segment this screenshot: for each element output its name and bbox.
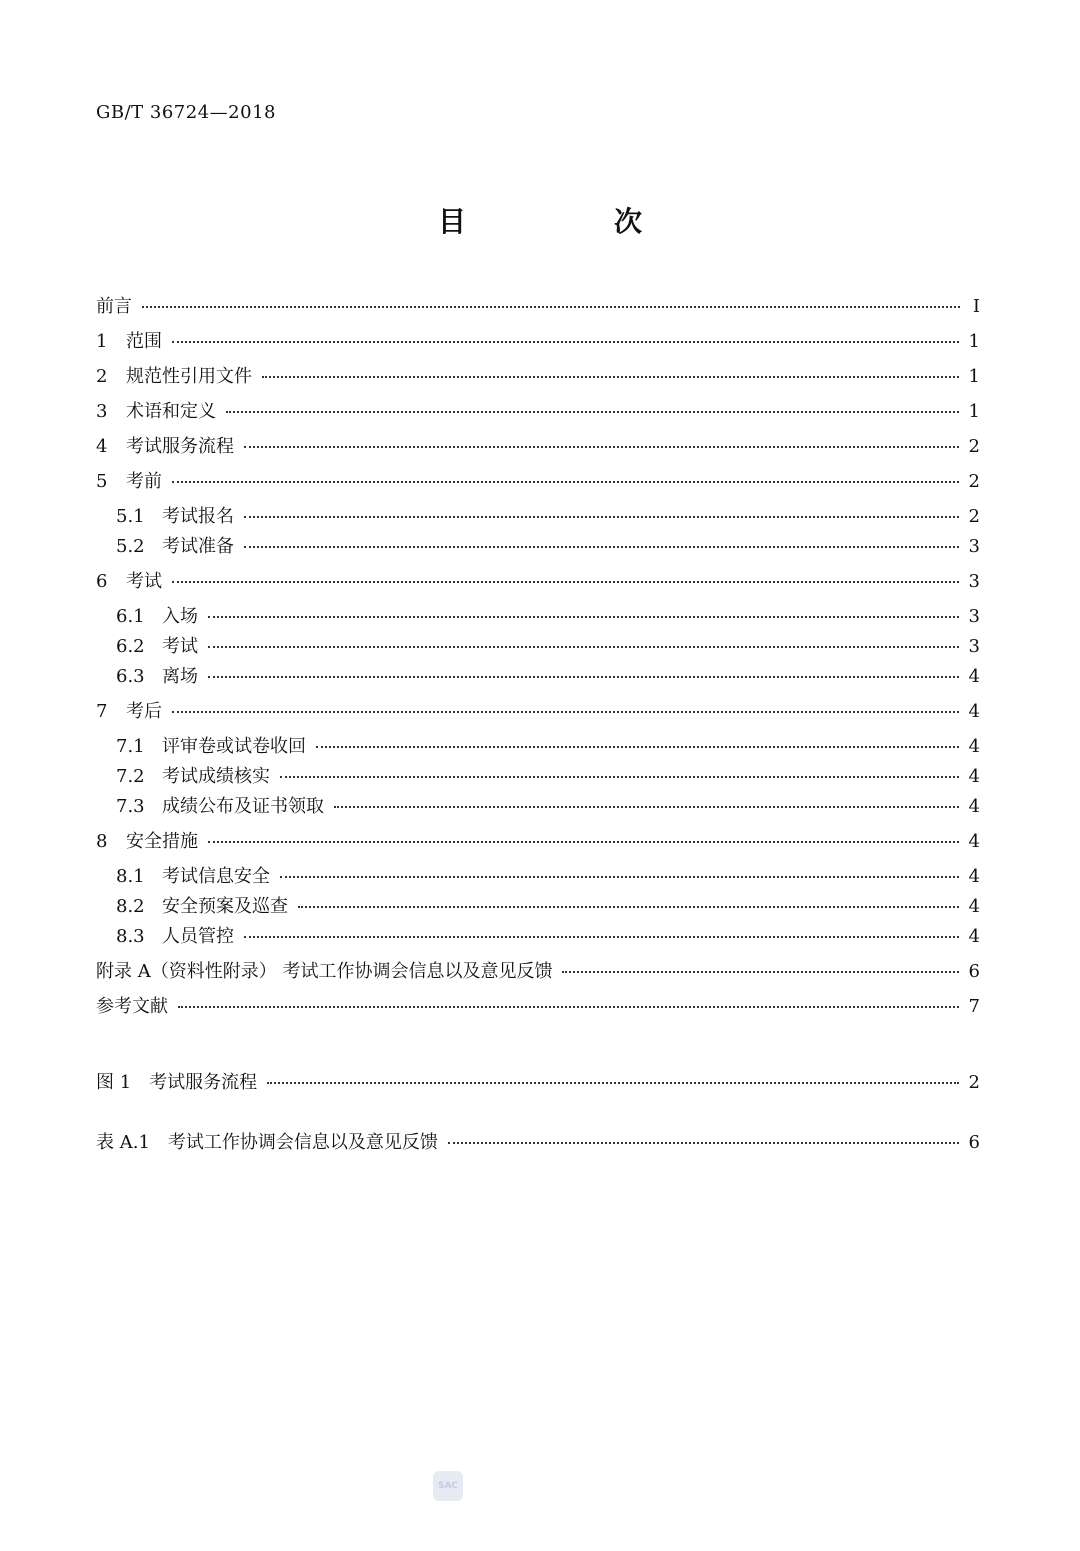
toc-row[interactable]: [96, 792, 980, 818]
toc-page-number: 4: [968, 926, 980, 947]
toc-number: 5: [96, 471, 108, 492]
toc-number: 7.2: [116, 766, 145, 787]
toc-row[interactable]: [96, 632, 980, 658]
toc-label: 术语和定义: [126, 401, 216, 422]
dot-leader: [334, 805, 959, 808]
dot-leader: [298, 905, 959, 908]
toc-page-number: 3: [968, 536, 980, 557]
toc-label: 考试服务流程: [126, 436, 234, 457]
toc-page-number: 4: [968, 666, 980, 687]
toc-label: 离场: [162, 666, 198, 687]
dot-leader: [448, 1141, 959, 1144]
toc-number: 2: [96, 366, 108, 387]
toc-label: 考试: [126, 571, 162, 592]
toc-number: 1: [96, 331, 108, 352]
dot-leader: [172, 340, 959, 343]
dot-leader: [226, 410, 959, 413]
toc-label: 参考文献: [96, 996, 168, 1017]
toc-row[interactable]: [96, 362, 980, 388]
toc-page-number: 7: [968, 996, 980, 1017]
toc-page-number: 4: [968, 766, 980, 787]
toc-page-number: Ⅰ: [972, 296, 980, 317]
toc-row[interactable]: [96, 397, 980, 423]
toc-label: 附录 A（资料性附录） 考试工作协调会信息以及意见反馈: [96, 961, 553, 982]
toc-row[interactable]: [96, 732, 980, 758]
toc-number: 7.3: [116, 796, 145, 817]
dot-leader: [244, 935, 959, 938]
toc-label: 考试: [162, 636, 198, 657]
dot-leader: [172, 480, 959, 483]
figure-row[interactable]: [96, 1068, 980, 1094]
toc-row[interactable]: [96, 992, 980, 1018]
toc-number: 8.1: [116, 866, 145, 887]
toc-label: 考试报名: [162, 506, 234, 527]
toc-number: 8: [96, 831, 108, 852]
dot-leader: [208, 645, 959, 648]
toc-row[interactable]: [96, 827, 980, 853]
toc-number: 6.2: [116, 636, 145, 657]
toc-page-number: 4: [968, 701, 980, 722]
toc-page-number: 4: [968, 831, 980, 852]
toc-number: 6.3: [116, 666, 145, 687]
toc-row[interactable]: [96, 432, 980, 458]
toc-row[interactable]: [96, 292, 980, 318]
toc-label: 前言: [96, 296, 132, 317]
dot-leader: [262, 375, 959, 378]
toc-number: 4: [96, 436, 108, 457]
dot-leader: [280, 875, 959, 878]
toc-label: 考试信息安全: [162, 866, 270, 887]
toc-row[interactable]: [96, 957, 980, 983]
toc-row[interactable]: [96, 327, 980, 353]
toc-number: 7: [96, 701, 108, 722]
toc-label: 人员管控: [162, 926, 234, 947]
figure-page-number: 2: [968, 1072, 980, 1093]
dot-leader: [244, 545, 959, 548]
toc-row[interactable]: [96, 697, 980, 723]
toc-number: 6.1: [116, 606, 145, 627]
dot-leader: [142, 305, 960, 308]
toc-number: 5.2: [116, 536, 145, 557]
toc-page-number: 4: [968, 796, 980, 817]
toc-label: 安全预案及巡查: [162, 896, 288, 917]
dot-leader: [267, 1081, 958, 1084]
dot-leader: [172, 710, 959, 713]
toc-page-number: 3: [968, 571, 980, 592]
dot-leader: [178, 1005, 959, 1008]
toc-page-number: 2: [968, 506, 980, 527]
toc-label: 规范性引用文件: [126, 366, 252, 387]
toc-page-number: 4: [968, 736, 980, 757]
dot-leader: [208, 840, 959, 843]
toc-page-number: 4: [968, 896, 980, 917]
toc-page-number: 3: [968, 606, 980, 627]
toc-label: 入场: [162, 606, 198, 627]
toc-row[interactable]: [96, 762, 980, 788]
figure-label: 图 1 考试服务流程: [96, 1072, 258, 1093]
toc-number: 5.1: [116, 506, 145, 527]
table-row[interactable]: [96, 1128, 980, 1154]
table-page-number: 6: [968, 1132, 980, 1153]
toc-row[interactable]: [96, 532, 980, 558]
toc-page-number: 1: [968, 401, 980, 422]
dot-leader: [172, 580, 959, 583]
page-title: 目 次: [437, 205, 702, 238]
toc-row[interactable]: [96, 502, 980, 528]
toc-page-number: 2: [968, 471, 980, 492]
toc-row[interactable]: [96, 602, 980, 628]
toc-row[interactable]: [96, 467, 980, 493]
dot-leader: [280, 775, 959, 778]
toc-label: 评审卷或试卷收回: [162, 736, 306, 757]
toc-label: 考试准备: [162, 536, 234, 557]
toc-number: 8.2: [116, 896, 145, 917]
dot-leader: [208, 675, 959, 678]
toc-number: 7.1: [116, 736, 145, 757]
dot-leader: [244, 445, 959, 448]
toc-page-number: 2: [968, 436, 980, 457]
toc-number: 3: [96, 401, 108, 422]
toc-page-number: 3: [968, 636, 980, 657]
dot-leader: [208, 615, 959, 618]
toc-page-number: 4: [968, 866, 980, 887]
watermark-logo: SAC: [433, 1471, 463, 1501]
toc-label: 考试成绩核实: [162, 766, 270, 787]
toc-label: 考前: [126, 471, 162, 492]
dot-leader: [562, 970, 958, 973]
toc-page-number: 6: [968, 961, 980, 982]
toc-row[interactable]: [96, 862, 980, 888]
dot-leader: [244, 515, 959, 518]
toc-number: 6: [96, 571, 108, 592]
toc-label: 成绩公布及证书领取: [162, 796, 324, 817]
toc-number: 8.3: [116, 926, 145, 947]
toc-row[interactable]: [96, 662, 980, 688]
toc-page-number: 1: [968, 366, 980, 387]
toc-row[interactable]: [96, 892, 980, 918]
toc-label: 考后: [126, 701, 162, 722]
table-label: 表 A.1 考试工作协调会信息以及意见反馈: [96, 1132, 438, 1153]
toc-page-number: 1: [968, 331, 980, 352]
toc-label: 安全措施: [126, 831, 198, 852]
toc-label: 范围: [126, 331, 162, 352]
dot-leader: [316, 745, 959, 748]
toc-row[interactable]: [96, 922, 980, 948]
standard-code: GB/T 36724—2018: [96, 102, 276, 123]
toc-row[interactable]: [96, 567, 980, 593]
